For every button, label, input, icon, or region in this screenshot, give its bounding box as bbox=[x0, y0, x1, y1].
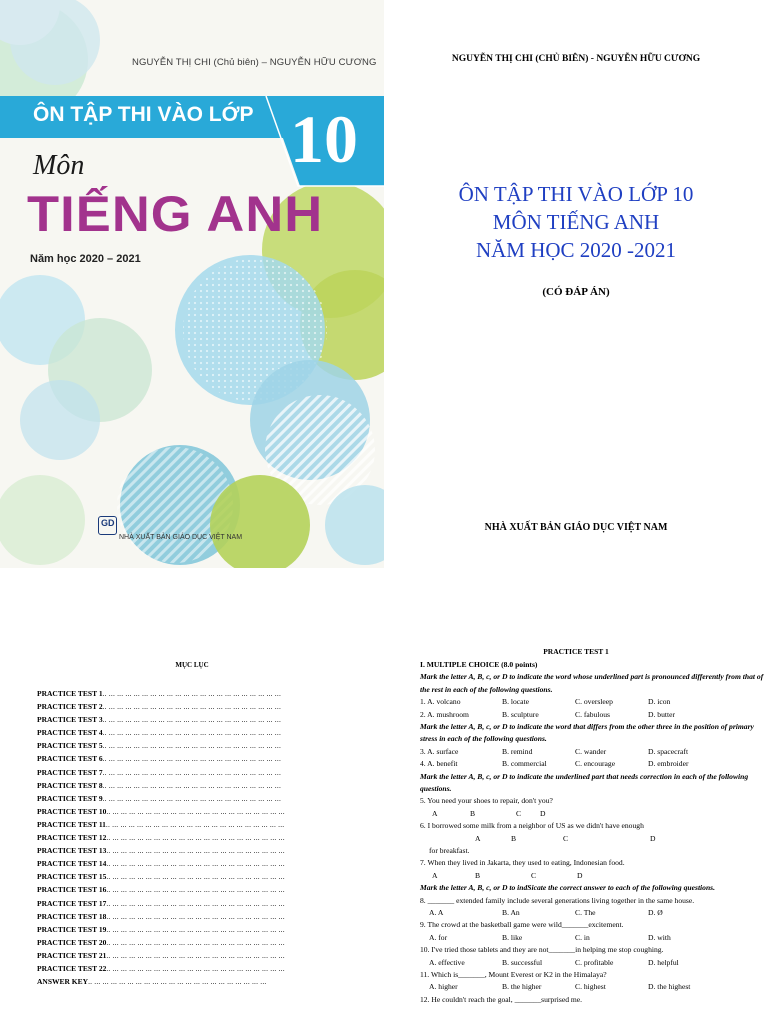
option: C. in bbox=[575, 932, 590, 942]
option: A. higher bbox=[429, 982, 458, 992]
cover-authors: NGUYỄN THỊ CHI (Chủ biên) – NGUYỄN HỮU CƯƠNG bbox=[132, 57, 377, 68]
option: D. helpful bbox=[648, 957, 679, 967]
option: B. successful bbox=[502, 957, 543, 967]
toc-item-label: PRACTICE TEST 2 bbox=[37, 702, 103, 712]
toc-item[interactable] bbox=[37, 766, 285, 779]
option: C. The bbox=[575, 908, 596, 918]
cover-series-title: ÔN TẬP THI VÀO LỚP bbox=[33, 103, 254, 126]
title-line: MÔN TIẾNG ANH bbox=[492, 210, 660, 234]
question-text: 12. He couldn't reach the goal, _______surprised me. bbox=[420, 994, 583, 1004]
toc-item[interactable] bbox=[37, 923, 285, 936]
option: D. butter bbox=[648, 709, 675, 719]
toc-leader-dots: .. ... ... ... ... ... ... ... ... ... ... ... ... ... ... ... ... ... ... ... ... ... bbox=[106, 806, 285, 816]
toc-item-label: PRACTICE TEST 6 bbox=[37, 754, 103, 764]
toc-item[interactable] bbox=[37, 831, 285, 844]
toc-item[interactable] bbox=[37, 713, 285, 726]
toc-leader-dots: .. ... ... ... ... ... ... ... ... ... ... ... ... ... ... ... ... ... ... ... ... ... bbox=[106, 859, 285, 869]
mark-label: A bbox=[475, 833, 481, 843]
option: D. the highest bbox=[648, 982, 691, 992]
toc-item[interactable] bbox=[37, 897, 285, 910]
toc-leader-dots: .. ... ... ... ... ... ... ... ... ... ... ... ... ... ... ... ... ... ... ... ... ... bbox=[106, 911, 285, 921]
question-text: 10. I've tried those tablets and they are not_______in helping me stop coughing. bbox=[420, 945, 664, 955]
toc-item[interactable] bbox=[37, 779, 285, 792]
mark-label: D bbox=[540, 808, 546, 818]
table-of-contents bbox=[0, 568, 384, 1024]
toc-list bbox=[37, 687, 285, 988]
title-page-authors: NGUYỄN THỊ CHI (CHỦ BIÊN) - NGUYỄN HỮU CƯƠNG bbox=[451, 54, 701, 64]
toc-item[interactable] bbox=[37, 949, 285, 962]
toc-item-label: ANSWER KEY bbox=[37, 977, 89, 987]
option: C. encourage bbox=[575, 759, 616, 769]
toc-item-label: PRACTICE TEST 22 bbox=[37, 963, 107, 973]
toc-item-label: PRACTICE TEST 19 bbox=[37, 924, 107, 934]
option: B. commercial bbox=[502, 759, 547, 769]
option: B. like bbox=[502, 932, 523, 942]
option: D. with bbox=[648, 932, 671, 942]
toc-leader-dots: .. ... ... ... ... ... ... ... ... ... ... ... ... ... ... ... ... ... ... ... ... ... bbox=[106, 937, 285, 947]
question-text: 11. Which is_______, Mount Everest or K2 in the Himalaya? bbox=[420, 970, 607, 979]
toc-item-label: PRACTICE TEST 18 bbox=[37, 911, 107, 921]
mark-label: D bbox=[577, 870, 583, 880]
instruction: Mark the letter A, B, c, or D to indicate the word whose underlined part is pronounced differently from that of the rest in each of the following questions. bbox=[420, 672, 764, 694]
title-page-publisher: NHÀ XUẤT BẢN GIÁO DỤC VIỆT NAM bbox=[484, 522, 668, 533]
toc-item[interactable] bbox=[37, 818, 285, 831]
practice-heading: PRACTICE TEST 1 bbox=[543, 647, 609, 656]
question-text: 8. _______ extended family include several generations living together in the same house. bbox=[420, 895, 695, 905]
toc-leader-dots: .. ... ... ... ... ... ... ... ... ... ... ... ... ... ... ... ... ... ... ... ... ... bbox=[106, 885, 285, 895]
question-options bbox=[420, 758, 765, 770]
instruction: Mark the letter A, B, c, or D to indSicate the correct answer to each of the following questions. bbox=[420, 883, 716, 893]
option: D. embroider bbox=[648, 759, 689, 769]
toc-item[interactable] bbox=[37, 752, 285, 765]
toc-item[interactable] bbox=[37, 792, 285, 805]
practice-test-page bbox=[384, 568, 768, 1024]
question-options bbox=[420, 709, 765, 721]
underline-marks bbox=[420, 870, 765, 882]
toc-item-label: PRACTICE TEST 15 bbox=[37, 872, 107, 882]
question-text: 5. You need your shoes to repair, don't you? bbox=[420, 796, 553, 806]
cover-background-art bbox=[0, 0, 384, 568]
mark-label: B bbox=[470, 808, 476, 818]
toc-leader-dots: .. ... ... ... ... ... ... ... ... ... ... ... ... ... ... ... ... ... ... ... ... ... bbox=[106, 924, 285, 934]
underline-marks bbox=[420, 808, 765, 820]
mark-label: C bbox=[516, 808, 522, 818]
toc-item[interactable] bbox=[37, 805, 285, 818]
question-options bbox=[420, 932, 765, 944]
toc-item-label: PRACTICE TEST 4 bbox=[37, 728, 103, 738]
toc-item-label: PRACTICE TEST 10 bbox=[37, 806, 107, 816]
cover-mon-label: Môn bbox=[33, 150, 85, 181]
cover-grade-number: 10 bbox=[290, 101, 358, 177]
toc-item-label: PRACTICE TEST 21 bbox=[37, 950, 107, 960]
toc-item-label: PRACTICE TEST 12 bbox=[37, 833, 107, 843]
toc-item-label: PRACTICE TEST 8 bbox=[37, 780, 103, 790]
practice-body bbox=[420, 659, 765, 1006]
option: 4. A. benefit bbox=[420, 759, 458, 769]
toc-item[interactable] bbox=[37, 975, 285, 988]
toc-leader-dots: .. ... ... ... ... ... ... ... ... ... ... ... ... ... ... ... ... ... ... ... ... ... bbox=[102, 689, 282, 698]
toc-item-label: PRACTICE TEST 11 bbox=[37, 819, 106, 829]
toc-item-label: PRACTICE TEST 16 bbox=[37, 885, 107, 895]
toc-leader-dots: .. ... ... ... ... ... ... ... ... ... ... ... ... ... ... ... ... ... ... ... ... ... bbox=[102, 754, 282, 764]
toc-item[interactable] bbox=[37, 962, 285, 975]
question-text: 6. I borrowed some milk from a neighbor of US as we didn't have enough bbox=[420, 821, 644, 831]
toc-leader-dots: .. ... ... ... ... ... ... ... ... ... ... ... ... ... ... ... ... ... ... ... ... ... bbox=[106, 898, 285, 908]
cover-subject-title: TIẾNG ANH bbox=[27, 186, 324, 242]
instruction: Mark the letter A, B, c, or D to indicate the word that differs from the other three in the position of primary stress in each of the following questions. bbox=[420, 722, 754, 744]
toc-item-label: PRACTICE TEST 5 bbox=[37, 741, 103, 751]
toc-item[interactable] bbox=[37, 844, 285, 857]
toc-item[interactable] bbox=[37, 910, 285, 923]
toc-item-label: PRACTICE TEST 14 bbox=[37, 859, 107, 869]
title-line: NĂM HỌC 2020 -2021 bbox=[475, 238, 677, 262]
question-options bbox=[420, 957, 765, 969]
toc-item-label: PRACTICE TEST 7 bbox=[37, 767, 103, 777]
toc-item-label: PRACTICE TEST 20 bbox=[37, 937, 107, 947]
toc-item[interactable] bbox=[37, 739, 285, 752]
option: D. Ø bbox=[648, 908, 663, 918]
mark-label: B bbox=[475, 870, 481, 880]
section-heading: I. MULTIPLE CHOICE (8.0 points) bbox=[420, 660, 538, 669]
question-text: 9. The crowd at the basketball game were wild_______excitement. bbox=[420, 920, 624, 930]
mark-label: A bbox=[432, 808, 438, 818]
title-line: ÔN TẬP THI VÀO LỚP 10 bbox=[458, 182, 694, 206]
option: D. icon bbox=[648, 697, 671, 707]
toc-leader-dots: .. ... ... ... ... ... ... ... ... ... ... ... ... ... ... ... ... ... ... ... ... ... bbox=[102, 715, 282, 725]
option: B. locate bbox=[502, 697, 529, 707]
toc-leader-dots: .. ... ... ... ... ... ... ... ... ... ... ... ... ... ... ... ... ... ... ... ... ... bbox=[106, 872, 285, 882]
toc-leader-dots: .. ... ... ... ... ... ... ... ... ... ... ... ... ... ... ... ... ... ... ... ... ... bbox=[102, 702, 282, 712]
option: 2. A. mushroom bbox=[420, 709, 469, 719]
toc-item[interactable] bbox=[37, 700, 285, 713]
toc-heading: MỤC LỤC bbox=[175, 661, 209, 669]
cover-publisher: NHÀ XUẤT BẢN GIÁO DỤC VIỆT NAM bbox=[119, 534, 243, 541]
title-page-note: (CÓ ĐÁP ÁN) bbox=[542, 286, 610, 298]
option: C. highest bbox=[575, 982, 606, 992]
title-page bbox=[384, 0, 768, 568]
option: A. effective bbox=[429, 957, 465, 967]
toc-item-label: PRACTICE TEST 3 bbox=[37, 715, 103, 725]
mark-label: C bbox=[531, 870, 537, 880]
title-page-heading bbox=[384, 180, 768, 264]
option: D. spacecraft bbox=[648, 746, 689, 756]
toc-leader-dots: .. ... ... ... ... ... ... ... ... ... ... ... ... ... ... ... ... ... ... ... ... ... bbox=[105, 819, 285, 829]
toc-item[interactable] bbox=[37, 687, 285, 700]
toc-item[interactable] bbox=[37, 870, 285, 883]
toc-leader-dots: .. ... ... ... ... ... ... ... ... ... ... ... ... ... ... ... ... ... ... ... ... ... bbox=[102, 741, 282, 751]
toc-item-label: PRACTICE TEST 13 bbox=[37, 846, 107, 856]
toc-leader-dots: .. ... ... ... ... ... ... ... ... ... ... ... ... ... ... ... ... ... ... ... ... ... bbox=[102, 793, 282, 803]
option: C. fabulous bbox=[575, 709, 611, 719]
book-cover bbox=[0, 0, 384, 568]
toc-item-label: PRACTICE TEST 1 bbox=[37, 689, 103, 698]
option: A. for bbox=[429, 932, 448, 942]
question-options bbox=[420, 907, 765, 919]
toc-item-label: PRACTICE TEST 17 bbox=[37, 898, 107, 908]
option: C. oversleep bbox=[575, 697, 613, 707]
option: 3. A. surface bbox=[420, 746, 459, 756]
toc-item[interactable] bbox=[37, 936, 285, 949]
toc-item-label: PRACTICE TEST 9 bbox=[37, 793, 103, 803]
mark-label: D bbox=[650, 833, 656, 843]
toc-leader-dots: .. ... ... ... ... ... ... ... ... ... ... ... ... ... ... ... ... ... ... ... ... ... bbox=[106, 846, 285, 856]
mark-label: C bbox=[563, 833, 569, 843]
toc-leader-dots: .. ... ... ... ... ... ... ... ... ... ... ... ... ... ... ... ... ... ... ... ... ... bbox=[102, 780, 282, 790]
question-options bbox=[420, 746, 765, 758]
option: 1. A. volcano bbox=[420, 697, 461, 707]
toc-leader-dots: .. ... ... ... ... ... ... ... ... ... ... ... ... ... ... ... ... ... ... ... ... ... bbox=[88, 977, 267, 987]
question-text: 7. When they lived in Jakarta, they used to eating, Indonesian food. bbox=[420, 858, 625, 868]
toc-leader-dots: .. ... ... ... ... ... ... ... ... ... ... ... ... ... ... ... ... ... ... ... ... ... bbox=[106, 833, 285, 843]
toc-item[interactable] bbox=[37, 857, 285, 870]
toc-item[interactable] bbox=[37, 726, 285, 739]
option: B. remind bbox=[502, 746, 533, 756]
mark-label: B bbox=[511, 833, 517, 843]
option: C. profitable bbox=[575, 957, 614, 967]
toc-leader-dots: .. ... ... ... ... ... ... ... ... ... ... ... ... ... ... ... ... ... ... ... ... ... bbox=[102, 767, 282, 777]
option: B. An bbox=[502, 908, 520, 918]
toc-leader-dots: .. ... ... ... ... ... ... ... ... ... ... ... ... ... ... ... ... ... ... ... ... ... bbox=[106, 963, 285, 973]
toc-leader-dots: .. ... ... ... ... ... ... ... ... ... ... ... ... ... ... ... ... ... ... ... ... ... bbox=[102, 728, 282, 738]
instruction: Mark the letter A, B, c, or D to indicate the underlined part that needs correction in each of the following questions. bbox=[420, 771, 749, 793]
toc-item[interactable] bbox=[37, 883, 285, 896]
question-text: for breakfast. bbox=[429, 846, 470, 855]
mark-label: A bbox=[432, 870, 438, 880]
cover-school-year: Năm học 2020 – 2021 bbox=[30, 253, 141, 265]
question-options bbox=[420, 696, 765, 708]
option: A. A bbox=[429, 908, 444, 918]
option: C. wander bbox=[575, 746, 607, 756]
option: B. sculpture bbox=[502, 709, 539, 719]
underline-marks bbox=[420, 833, 765, 845]
toc-leader-dots: .. ... ... ... ... ... ... ... ... ... ... ... ... ... ... ... ... ... ... ... ... ... bbox=[106, 950, 285, 960]
publisher-logo-icon: GD bbox=[98, 516, 117, 535]
option: B. the higher bbox=[502, 982, 542, 992]
question-options bbox=[420, 981, 765, 993]
